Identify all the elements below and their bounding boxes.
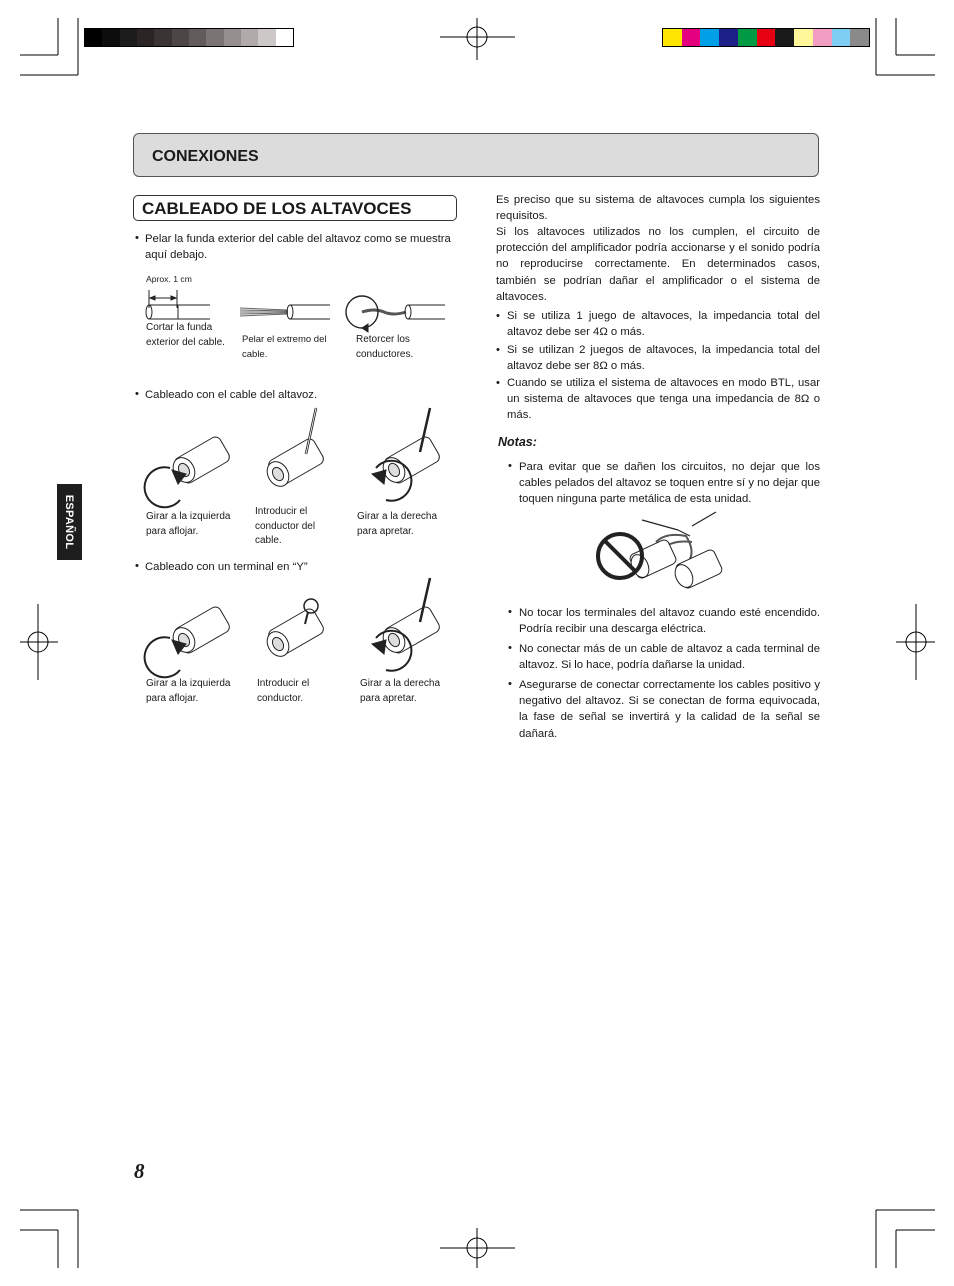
- bullet-marker: •: [508, 460, 512, 472]
- terminal-wiring-illustration: [140, 408, 470, 508]
- color-swatch: [276, 29, 293, 46]
- bullet-marker: •: [496, 377, 500, 389]
- caption-twist-wires: Retorcer los conductores.: [356, 334, 414, 360]
- caption-insert-wire: Introducir el conductor del cable.: [255, 506, 316, 547]
- section-title-box: [133, 195, 457, 221]
- instruction-y-terminal: Cableado con un terminal en “Y”: [145, 561, 308, 573]
- color-swatch: [850, 29, 869, 46]
- color-swatch: [719, 29, 738, 46]
- color-swatch: [832, 29, 851, 46]
- note-bare-wires: Para evitar que se dañen los circuitos, no dejar que los cables pelados del altavoz se toquen entre sí y no dejar que toquen ninguna parte metálica de esta unidad.: [519, 461, 820, 506]
- measure-label: Aprox. 1 cm: [146, 274, 192, 284]
- color-swatch: [682, 29, 701, 46]
- bullet-marker: •: [135, 560, 139, 572]
- requirement-one-set: Si se utiliza 1 juego de altavoces, la impedancia total del altavoz debe ser 4Ω o más.: [507, 310, 820, 339]
- section-header-title: CONEXIONES: [152, 148, 259, 165]
- color-swatch: [813, 29, 832, 46]
- caption-insert-conductor: Introducir el conductor.: [257, 678, 310, 704]
- language-side-tab-label: ESPAÑOL: [63, 494, 75, 550]
- requirements-intro: Es preciso que su sistema de altavoces cumpla los siguientes requisitos.: [496, 194, 820, 223]
- bullet-marker: •: [496, 310, 500, 322]
- color-swatch: [775, 29, 794, 46]
- bullet-marker: •: [135, 388, 139, 400]
- color-swatch: [757, 29, 776, 46]
- color-swatch: [206, 29, 223, 46]
- caption-tighten: Girar a la derecha para apretar.: [357, 511, 438, 537]
- instruction-strip-cable: Pelar la funda exterior del cable del altavoz como se muestra aquí debajo.: [145, 233, 451, 262]
- requirement-btl: Cuando se utiliza el sistema de altavoces en modo BTL, usar un sistema de altavoces que tenga una impedancia de 8Ω o más.: [507, 377, 820, 422]
- requirements-warning: Si los altavoces utilizados no los cumplen, el circuito de protección del amplificador podría accionarse y el sonido podría no reproducirse correctamente. En determinados casos, también se podrían dañar el amplificador o el sistema de altavoces.: [496, 226, 820, 303]
- color-swatch: [154, 29, 171, 46]
- color-swatch-strip: [662, 28, 870, 47]
- language-side-tab: [57, 484, 82, 560]
- bullet-marker: •: [508, 642, 512, 654]
- section-header-bar: [133, 133, 819, 177]
- color-swatch: [258, 29, 275, 46]
- caption-loosen-y: Girar a la izquierda para aflojar.: [146, 678, 231, 704]
- caption-loosen: Girar a la izquierda para aflojar.: [146, 511, 231, 537]
- color-swatch: [700, 29, 719, 46]
- y-terminal-wiring-illustration: [140, 578, 470, 678]
- bullet-marker: •: [135, 232, 139, 244]
- color-swatch: [137, 29, 154, 46]
- color-swatch: [189, 29, 206, 46]
- section-title: CABLEADO DE LOS ALTAVOCES: [142, 199, 412, 218]
- gray-swatch-strip: [84, 28, 294, 47]
- color-swatch: [85, 29, 102, 46]
- color-swatch: [794, 29, 813, 46]
- caption-tighten-y: Girar a la derecha para apretar.: [360, 678, 441, 704]
- caption-strip-end: Pelar el extremo del cable.: [242, 334, 327, 360]
- color-swatch: [663, 29, 682, 46]
- bullet-marker: •: [508, 678, 512, 690]
- requirement-two-sets: Si se utilizan 2 juegos de altavoces, la impedancia total del altavoz debe ser 8Ω o más.: [507, 344, 820, 373]
- color-swatch: [102, 29, 119, 46]
- color-swatch: [241, 29, 258, 46]
- bullet-marker: •: [496, 344, 500, 356]
- color-swatch: [120, 29, 137, 46]
- note-single-cable: No conectar más de un cable de altavoz a cada terminal de altavoz. Si lo hace, podría dañarse la unidad.: [519, 643, 820, 672]
- color-swatch: [172, 29, 189, 46]
- bullet-marker: •: [508, 606, 512, 618]
- caption-cut-jacket: Cortar la funda exterior del cable.: [146, 322, 225, 348]
- color-swatch: [738, 29, 757, 46]
- prohibited-contact-illustration: [596, 512, 746, 596]
- page-number: 8: [134, 1159, 145, 1183]
- notes-heading: Notas:: [498, 435, 537, 449]
- note-shock: No tocar los terminales del altavoz cuando esté encendido. Podría recibir una descarga eléctrica.: [519, 607, 820, 636]
- instruction-speaker-cable: Cableado con el cable del altavoz.: [145, 389, 318, 401]
- color-swatch: [224, 29, 241, 46]
- note-polarity: Asegurarse de conectar correctamente los cables positivo y negativo del altavoz. Si se conectan de forma equivocada, la fase de señal se invertirá y la calidad de la señal se dañará.: [519, 679, 820, 740]
